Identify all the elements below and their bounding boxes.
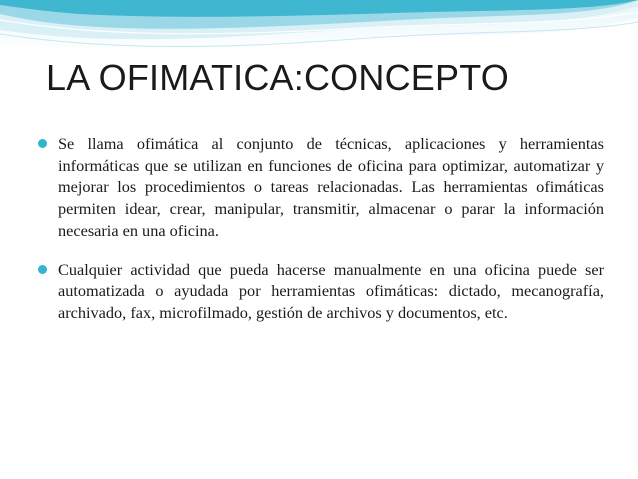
slide-title: LA OFIMATICA:CONCEPTO <box>46 57 509 98</box>
bullet-dot-icon <box>38 139 47 148</box>
bullet-text-definition: Se llama ofimática al conjunto de técnicas, aplicaciones y herramientas informáticas que se utilizan en funciones de oficina para optimizar, automatizar y mejorar los procedimientos o tareas relacionadas. Las herramientas ofimáticas permiten idear, crear, manipular, transmitir, almacenar o parar la información necesaria en una oficina. <box>58 134 604 240</box>
bullet-text-activities: Cualquier actividad que pueda hacerse manualmente en una oficina puede ser automatizada o ayudada por herramientas ofimáticas: dictado, mecanografía, archivado, fax, microfilmado, gestión de archivos y documentos, etc. <box>58 259 604 322</box>
bullet-dot-icon <box>38 265 47 274</box>
bullet-item-activities <box>38 259 604 324</box>
bullet-list <box>38 133 604 324</box>
bullet-item-definition <box>38 133 604 242</box>
